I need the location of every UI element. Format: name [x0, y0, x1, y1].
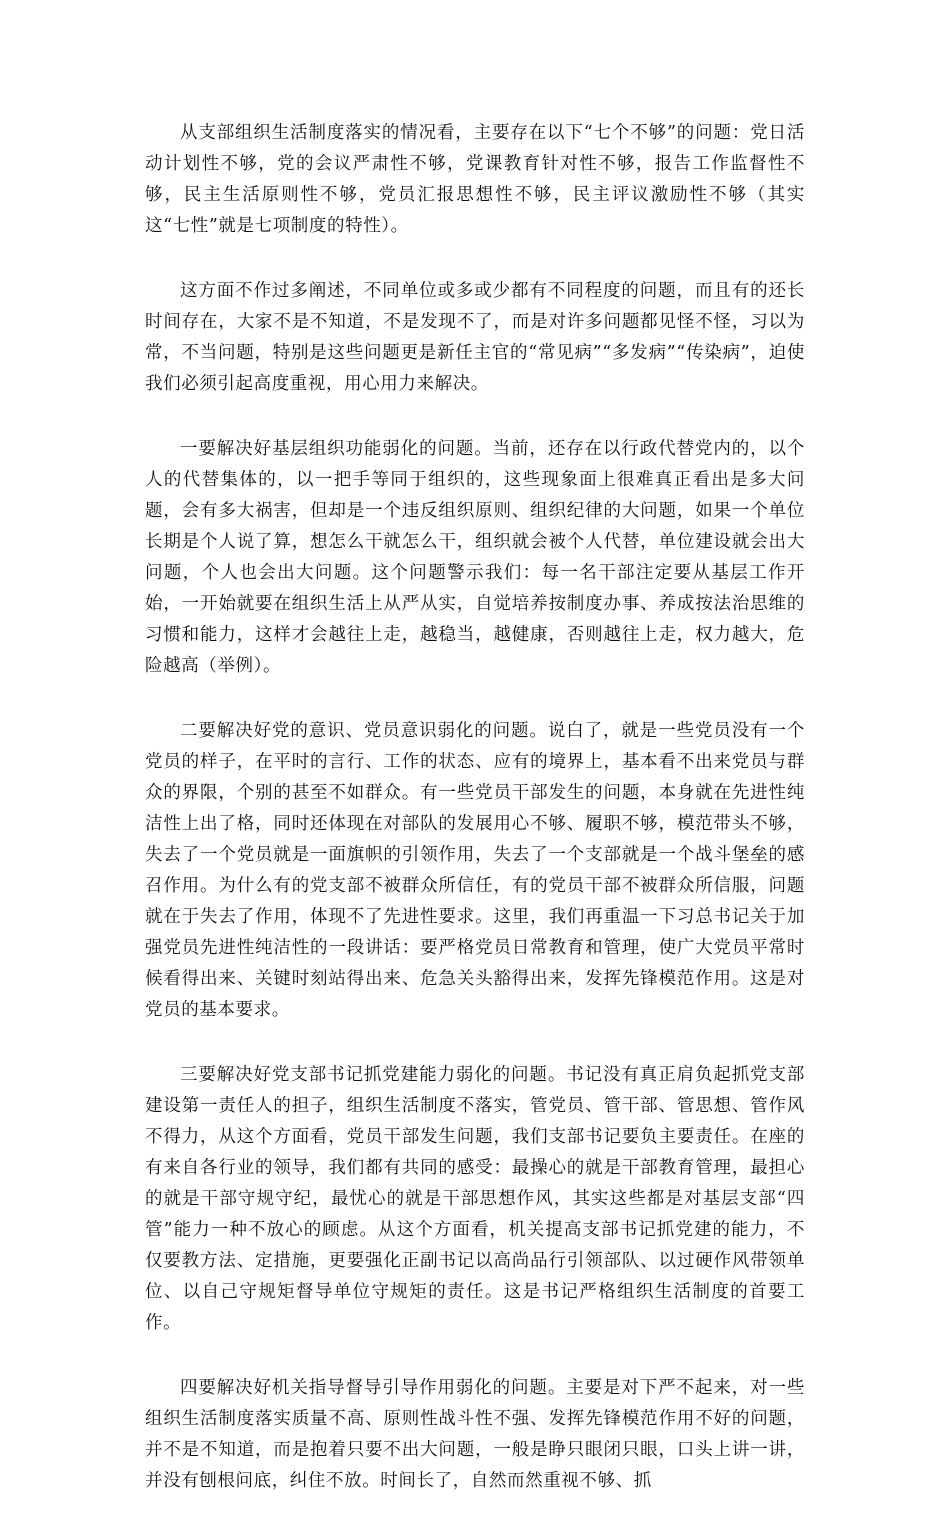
paragraph-overview: 从支部组织生活制度落实的情况看，主要存在以下“七个不够”的问题：党日活动计划性不够，党的会议严肃性不够，党课教育针对性不够，报告工作监督性不够，民主生活原则性不够，党员汇报思想性不够，民主评议激励性不够（其实这“七性”就是七项制度的特性）。 — [145, 123, 805, 236]
paragraph-point-two: 二要解决好党的意识、党员意识弱化的问题。说白了，就是一些党员没有一个党员的样子，在平时的言行、工作的状态、应有的境界上，基本看不出来党员与群众的界限，个别的甚至不如群众。有一些党员干部发生的问题，本身就在先进性纯洁性上出了格，同时还体现在对部队的发展用心不够、履职不够，模范带头不够，失去了一个党员就是一面旗帜的引领作用，失去了一个支部就是一个战斗堡垒的感召作用。为什么有的党支部不被群众所信任，有的党员干部不被群众所信服，问题就在于失去了作用，体现不了先进性要求。这里，我们再重温一下习总书记关于加强党员先进性纯洁性的一段讲话：要严格党员日常教育和管理，使广大党员平常时候看得出来、关键时刻站得出来、危急关头豁得出来，发挥先锋模范作用。这是对党员的基本要求。 — [145, 721, 805, 1020]
paragraph-point-four: 四要解决好机关指导督导引导作用弱化的问题。主要是对下严不起来，对一些组织生活制度落实质量不高、原则性战斗性不强、发挥先锋模范作用不好的问题，并不是不知道，而是抱着只要不出大问题，一般是睁只眼闭只眼，口头上讲一讲，并没有刨根问底，纠住不放。时间长了，自然而然重视不够、抓 — [145, 1378, 805, 1491]
paragraph-point-three: 三要解决好党支部书记抓党建能力弱化的问题。书记没有真正肩负起抓党支部建设第一责任人的担子，组织生活制度不落实，管党员、管干部、管思想、管作风不得力，从这个方面看，党员干部发生问题，我们支部书记要负主要责任。在座的有来自各行业的领导，我们都有共同的感受：最操心的就是干部教育管理，最担心的就是干部守规守纪，最忧心的就是干部思想作风，其实这些都是对基层支部“四管”能力一种不放心的顾虑。从这个方面看，机关提高支部书记抓党建的能力，不仅要教方法、定措施，更要强化正副书记以高尚品行引领部队、以过硬作风带领单位、以自己守规矩督导单位守规矩的责任。这是书记严格组织生活制度的首要工作。 — [145, 1065, 805, 1333]
document-page — [145, 118, 805, 1531]
paragraph-context: 这方面不作过多阐述，不同单位或多或少都有不同程度的问题，而且有的还长时间存在，大家不是不知道，不是发现不了，而是对许多问题都见怪不怪，习以为常，不当问题，特别是这些问题更是新任主官的“常见病”“多发病”“传染病”，迫使我们必须引起高度重视，用心用力来解决。 — [145, 281, 805, 394]
paragraph-point-one: 一要解决好基层组织功能弱化的问题。当前，还存在以行政代替党内的，以个人的代替集体的，以一把手等同于组织的，这些现象面上很难真正看出是多大问题，会有多大祸害，但却是一个违反组织原则、组织纪律的大问题，如果一个单位长期是个人说了算，想怎么干就怎么干，组织就会被个人代替，单位建设就会出大问题，个人也会出大问题。这个问题警示我们：每一名干部注定要从基层工作开始，一开始就要在组织生活上从严从实，自觉培养按制度办事、养成按法治思维的习惯和能力，这样才会越往上走，越稳当，越健康，否则越往上走，权力越大，危险越高（举例）。 — [145, 439, 805, 676]
